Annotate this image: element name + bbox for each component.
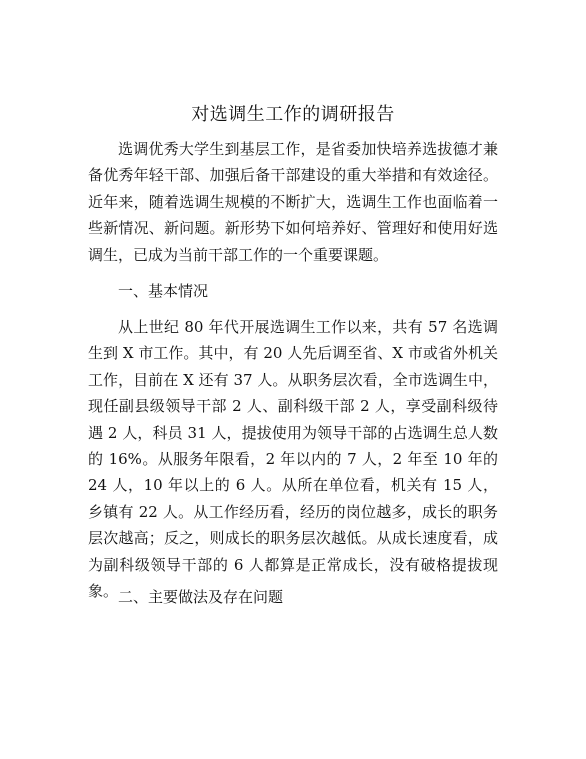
section-heading-main-practices: 二、主要做法及存在问题 [118, 588, 284, 606]
intro-paragraph: 选调优秀大学生到基层工作，是省委加快培养选拔德才兼备优秀年轻干部、加强后备干部建设的重大举措和有效途径。近年来，随着选调生规模的不断扩大，选调生工作也面临着一些新情况、新问题。新形势下如何培养好、管理好和使用好选调生，已成为当前干部工作的一个重要课题。 [88, 140, 498, 264]
section-heading-basic-situation: 一、基本情况 [118, 282, 209, 300]
basic-situation-paragraph: 从上世纪 80 年代开展选调生工作以来，共有 57 名选调生到 X 市工作。其中，有 20 人先后调至省、X 市或省外机关工作，目前在 X 还有 37 人。从职务层次看，全市选调生中，现任副县级领导干部 2 人、副科级干部 2 人，享受副科级待遇 2 人，科员 31 人，提拔使用为领导干部的占选调生总人数的 16%。从服务年限看，2 年以内的 7 人，2 年至 10 年的 24 人，10 年以上的 6 人。从所在单位看，机关有 15 人，乡镇有 22 人。从工作经历看，经历的岗位越多，成长的职务层次越高；反之，则成长的职务层次越低。从成长速度看，成为副科级领导干部的 6 人都算是正常成长，没有破格提拔现象。 [88, 318, 498, 601]
document-title: 对选调生工作的调研报告 [191, 104, 395, 125]
